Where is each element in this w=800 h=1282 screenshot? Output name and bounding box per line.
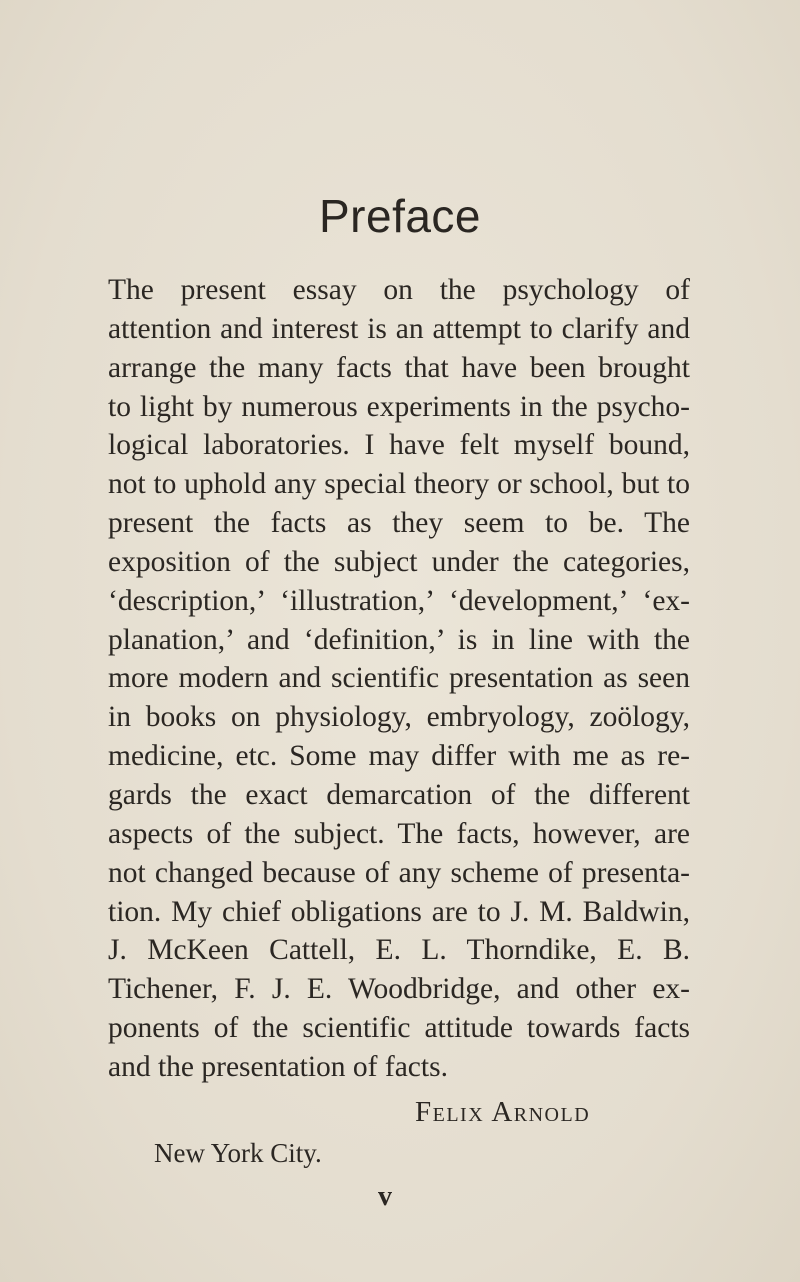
place-line: New York City. <box>154 1138 322 1168</box>
text-line-16: not changed because of any scheme of presenta- <box>108 856 690 889</box>
author-signature: Felix Arnold <box>415 1096 591 1128</box>
text-line-2: attention and interest is an attempt to clarify and <box>108 312 690 345</box>
text-line-5: logical laboratories. I have felt myself bound, <box>108 429 690 462</box>
text-line-8: exposition of the subject under the categories, <box>108 545 690 578</box>
page-title: Preface <box>318 190 482 242</box>
text-line-18: J. McKeen Cattell, E. L. Thorndike, E. B. <box>108 934 690 967</box>
text-line-21: and the presentation of facts. <box>108 1050 448 1083</box>
text-line-11: more modern and scientific presentation as seen <box>108 662 690 695</box>
text-line-14: gards the exact demarcation of the different <box>108 778 690 811</box>
text-line-12: in books on physiology, embryology, zoölogy, <box>108 701 690 734</box>
text-line-19: Tichener, F. J. E. Woodbridge, and other ex- <box>108 973 690 1006</box>
text-line-3: arrange the many facts that have been brought <box>108 351 690 384</box>
text-line-13: medicine, etc. Some may differ with me as re- <box>108 740 690 773</box>
text-line-6: not to uphold any special theory or school, but to <box>108 468 690 501</box>
text-line-20: ponents of the scientific attitude towards facts <box>108 1012 690 1045</box>
text-line-10: planation,’ and ‘definition,’ is in line with the <box>108 623 690 656</box>
text-line-4: to light by numerous experiments in the psycho- <box>108 390 690 423</box>
page-number: v <box>378 1181 392 1212</box>
text-line-7: present the facts as they seem to be. The <box>108 507 690 540</box>
text-line-17: tion. My chief obligations are to J. M. Baldwin, <box>108 895 690 928</box>
text-line-1: The present essay on the psychology of <box>108 274 690 306</box>
text-line-15: aspects of the subject. The facts, however, are <box>108 817 690 850</box>
preface-body <box>108 271 690 1087</box>
text-line-9: ‘description,’ ‘illustration,’ ‘development,’ ‘ex- <box>108 584 690 617</box>
